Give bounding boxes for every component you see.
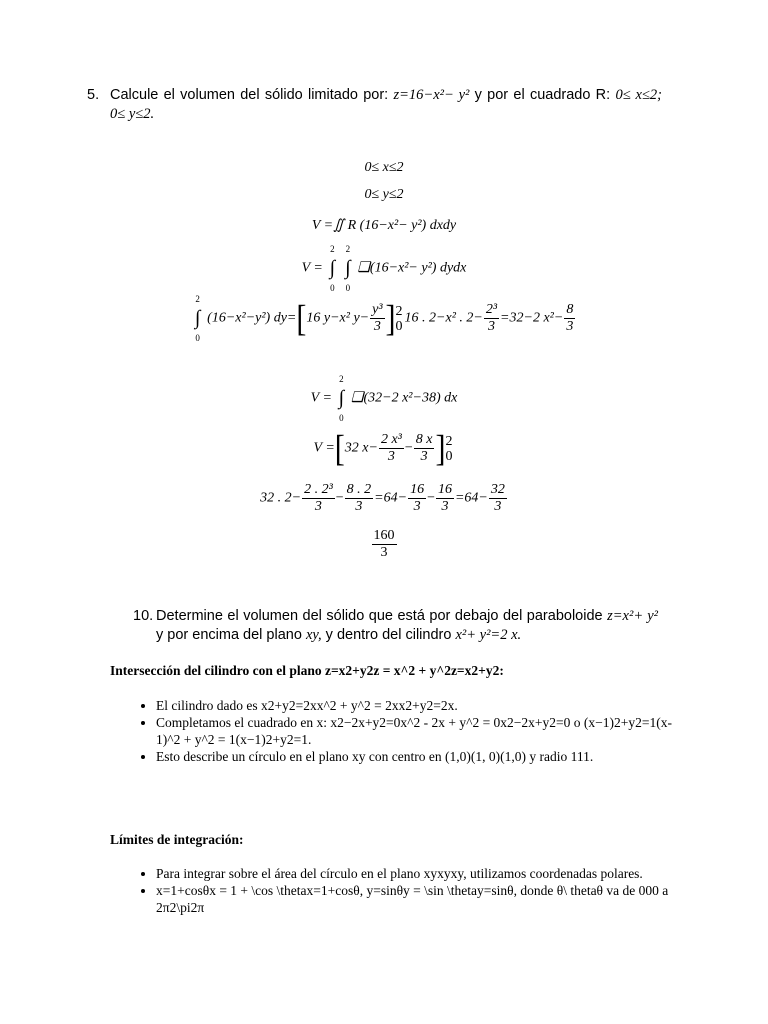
plane-label: xy,: [305, 627, 322, 643]
list-item: • El cilindro dado es x2+y2=2xx^2 + y^2 = 2xx2+y2=2x.: [156, 697, 676, 714]
integral-sign: 2 ∫ 0: [345, 244, 351, 293]
section-heading-intersection: Intersección del cilindro con el plano z=x2+y2z = x^2 + y^2z=x2+y2:: [110, 663, 504, 678]
cylinder-equation: x²+ y²=2 x.: [455, 627, 522, 643]
eq-antiderivative: V =[32 x− $\frac{\text{2 x³}}{3}$ − $\frac{8 x}{3}$ ] 2 0: [313, 427, 453, 469]
list-item: • Esto describe un círculo en el plano xy con centro en (1,0)(1, 0)(1,0) y radio 111.: [156, 748, 676, 765]
eq-x-range: 0≤ x≤2: [364, 160, 404, 175]
list-item: • Completamos el cuadrado en x: x2−2x+y2=0x^2 - 2x + y^2 = 0x2−2x+y2=0 o (x−1)2+y2=1(x-1)^2 + y^2 = 1(x−1)2+y2=1.: [156, 714, 676, 748]
paraboloid-equation: z=x²+ y²: [607, 608, 658, 624]
integral-sign: 2 ∫ 0: [329, 244, 336, 293]
bullet-list-intersection: [130, 697, 676, 765]
bullet-list-limits: [130, 865, 676, 916]
problem-10: 10. Determine el volumen del sólido que está por debajo del paraboloide z=x²+ y² y por encima del plano xy, y dentro del cilindro x²+ y²=2 x.: [133, 608, 658, 643]
eq-volume-def: V =∬ R (16−x²− y²) dxdy: [311, 218, 457, 233]
section-heading-limits: Límites de integración:: [110, 832, 244, 847]
eq-inner-integral: 2 ∫ 0 (16−x²−y²) dy=[16 y−x² y− $\frac{\text{y³}}{3}$ ] 2 0 16 . 2−x² . 2− $\frac{\text{2³}}{3}$ =32−2 x²− $\frac{8}{3}$: [0, 302, 768, 335]
list-item: • x=1+cosθx = 1 + \cos \thetax=1+cosθ, y=sinθy = \sin \thetay=sinθ, donde θ\ thetaθ va de 000 a 2π2\pi2π: [156, 882, 676, 916]
eq-result: $\frac{160}{3}$: [373, 528, 395, 560]
problem-number: 10.: [133, 608, 154, 624]
z-equation: z=16−x²− y²: [393, 87, 470, 103]
problem-text: Determine el volumen del sólido que está por debajo del paraboloide: [156, 608, 603, 624]
problem-text-2: y por el cuadrado R:: [474, 87, 611, 103]
eq-evaluation: 32 . 2− $\frac{\text{2 . 2³}}{3}$ − $\frac{8 . 2}{3}$ =64− $\frac{16}{3}$ − $\frac{16}{3}$ =64− $\frac{32}{3}$: [260, 482, 505, 514]
region: 0≤ x≤2; 0≤ y≤2.: [110, 87, 662, 122]
eq-outer-integral: V = 2 ∫ 0 ❑(32−2 x²−38) dx: [310, 374, 458, 423]
eq-y-range: 0≤ y≤2: [364, 187, 404, 202]
eq-iterated-integral: V = 2 ∫ 0 2 ∫ 0 ❑(16−x²− y²) dydx: [301, 244, 467, 293]
integral-sign: 2 ∫ 0: [194, 294, 201, 343]
list-item: • Para integrar sobre el área del círculo en el plano xyxyxy, utilizamos coordenadas polares.: [156, 865, 676, 882]
problem-5: [87, 86, 662, 124]
problem-number: 5.: [87, 87, 100, 103]
problem-text: Calcule el volumen del sólido limitado por:: [110, 87, 389, 103]
integral-sign: 2 ∫ 0: [338, 374, 345, 423]
